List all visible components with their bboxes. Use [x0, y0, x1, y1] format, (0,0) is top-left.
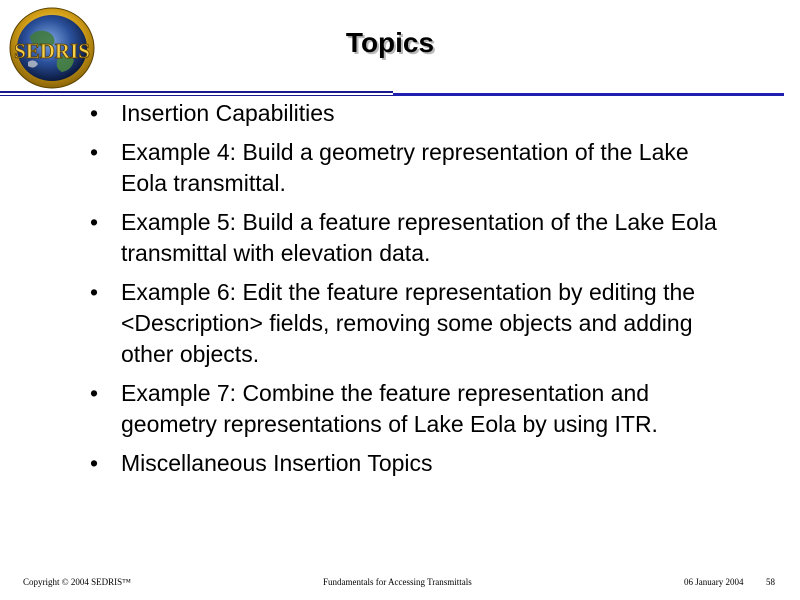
- bullet-item: [88, 137, 738, 199]
- footer-copyright: Copyright © 2004 SEDRIS™: [23, 577, 131, 587]
- title-divider-right: [393, 93, 784, 96]
- bullet-text: Miscellaneous Insertion Topics: [121, 450, 433, 476]
- bullet-text: Example 5: Build a feature representation of the Lake Eola transmittal with elevation data.: [121, 209, 717, 266]
- bullet-glyph: •: [90, 380, 99, 406]
- footer-page-number: 58: [766, 577, 775, 587]
- title-divider-left-thin: [0, 95, 393, 96]
- bullet-glyph: •: [90, 139, 99, 165]
- bullet-item: [88, 277, 738, 370]
- bullet-glyph: •: [90, 100, 99, 126]
- bullet-list: [88, 98, 738, 487]
- bullet-text: Example 4: Build a geometry representation of the Lake Eola transmittal.: [121, 139, 689, 196]
- bullet-item: [88, 378, 738, 440]
- bullet-text: Example 7: Combine the feature representation and geometry representations of Lake Eola by using ITR.: [121, 380, 658, 437]
- bullet-glyph: •: [90, 209, 99, 235]
- footer-presentation-title: Fundamentals for Accessing Transmittals: [323, 577, 472, 587]
- footer-date: 06 January 2004: [684, 577, 744, 587]
- logo-text: SEDRIS: [14, 39, 90, 63]
- bullet-item: [88, 448, 738, 479]
- slide-title: Topics: [345, 27, 435, 58]
- bullet-item: [88, 98, 738, 129]
- bullet-item: [88, 207, 738, 269]
- bullet-glyph: •: [90, 450, 99, 476]
- bullet-text: Example 6: Edit the feature representation by editing the <Description> fields, removing some objects and adding other objects.: [121, 279, 696, 367]
- bullet-text: Insertion Capabilities: [121, 100, 335, 126]
- title-divider-left: [0, 91, 393, 93]
- bullet-glyph: •: [90, 279, 99, 305]
